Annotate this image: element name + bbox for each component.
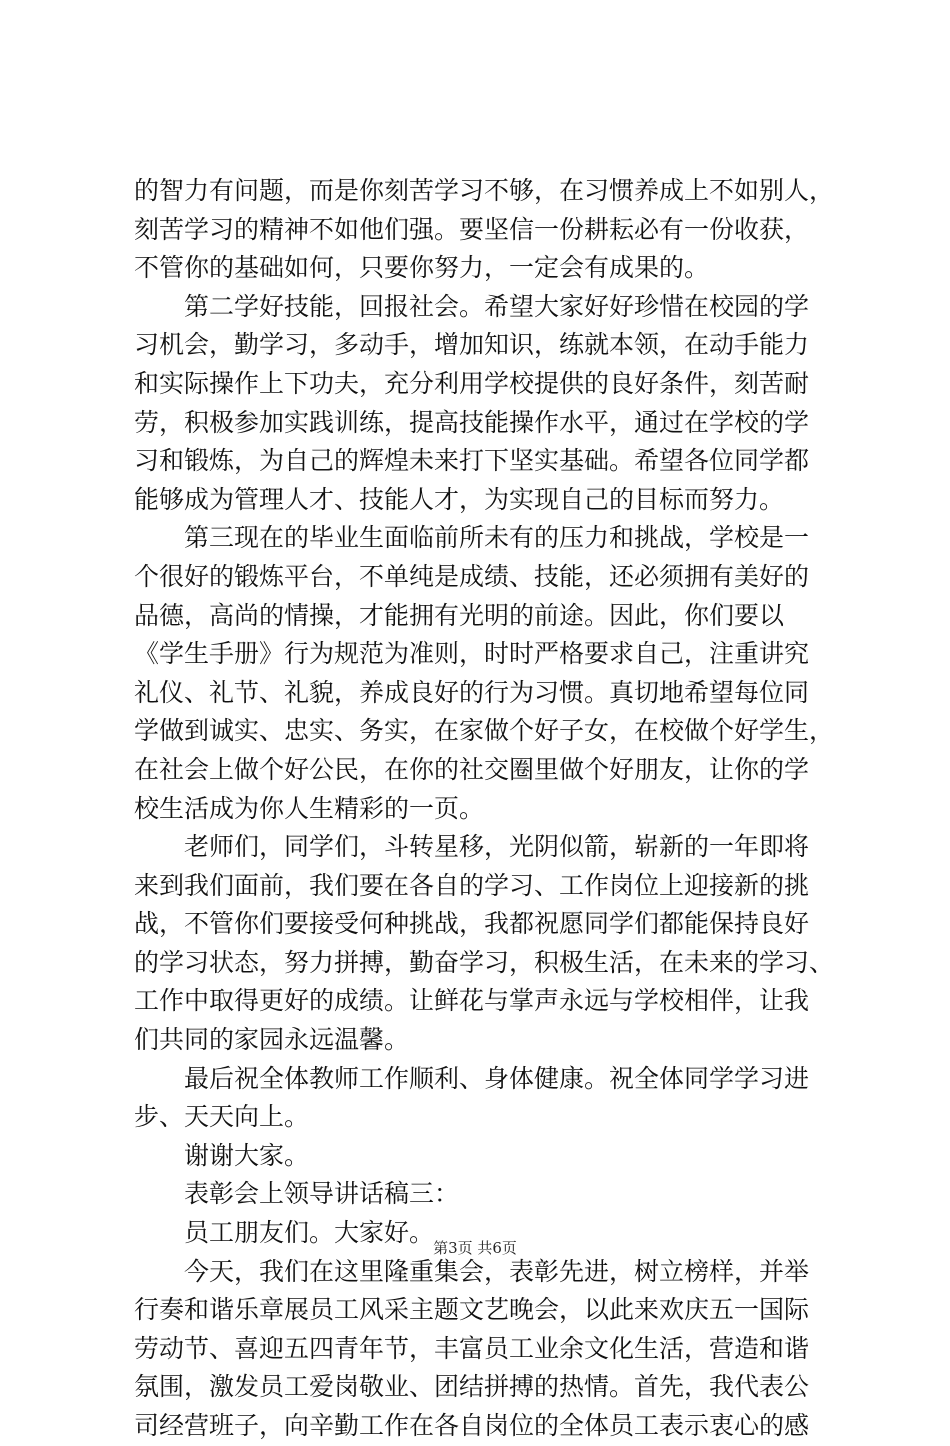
text-line: 习和锻炼，为自己的辉煌未来打下坚实基础。希望各位同学都 (134, 446, 810, 476)
text-line: 来到我们面前，我们要在各自的学习、工作岗位上迎接新的挑 (134, 870, 810, 900)
text-line: 在社会上做个好公民，在你的社交圈里做个好朋友，让你的学 (134, 754, 810, 784)
text-line: 学做到诚实、忠实、务实，在家做个好子女，在校做个好学生， (134, 716, 835, 746)
section-heading: 表彰会上领导讲话稿三： (184, 1179, 460, 1209)
text-line: 劳动节、喜迎五四青年节，丰富员工业余文化生活，营造和谐 (134, 1333, 810, 1363)
paragraph-start-line: 谢谢大家。 (184, 1140, 310, 1170)
text-line: 战，不管你们要接受何种挑战，我都祝愿同学们都能保持良好 (134, 909, 810, 939)
text-line: 的学习状态，努力拼搏，勤奋学习，积极生活，在未来的学习、 (134, 947, 835, 977)
text-line: 们共同的家园永远温馨。 (134, 1025, 410, 1055)
text-line: 礼仪、礼节、礼貌，养成良好的行为习惯。真切地希望每位同 (134, 677, 810, 707)
page-number-footer: 第3页 共6页 (433, 1239, 517, 1257)
text-line: 校生活成为你人生精彩的一页。 (134, 793, 485, 823)
paragraph-start-line: 今天，我们在这里隆重集会，表彰先进，树立榜样，并举 (184, 1256, 810, 1286)
text-line: 行奏和谐乐章展员工风采主题文艺晚会，以此来欢庆五一国际 (134, 1295, 810, 1325)
paragraph-start-line: 最后祝全体教师工作顺利、身体健康。祝全体同学学习进 (184, 1063, 810, 1093)
text-line: 司经营班子，向辛勤工作在各自岗位的全体员工表示衷心的感 (134, 1411, 810, 1440)
text-line: 个很好的锻炼平台，不单纯是成绩、技能，还必须拥有美好的 (134, 561, 810, 591)
text-line: 习机会，勤学习，多动手，增加知识，练就本领，在动手能力 (134, 330, 810, 360)
paragraph-start-line: 第三现在的毕业生面临前所未有的压力和挑战，学校是一 (184, 523, 810, 553)
text-line: 和实际操作上下功夫，充分利用学校提供的良好条件，刻苦耐 (134, 368, 810, 398)
text-line: 氛围，激发员工爱岗敬业、团结拼搏的热情。首先，我代表公 (134, 1372, 810, 1402)
paragraph-start-line: 第二学好技能，回报社会。希望大家好好珍惜在校园的学 (184, 291, 810, 321)
text-line: 品德，高尚的情操，才能拥有光明的前途。因此，你们要以 (134, 600, 785, 630)
text-line: 刻苦学习的精神不如他们强。要坚信一份耕耘必有一份收获， (134, 214, 810, 244)
text-line: 不管你的基础如何，只要你努力，一定会有成果的。 (134, 253, 710, 283)
text-line: 能够成为管理人才、技能人才，为实现自己的目标而努力。 (134, 484, 785, 514)
salutation-line: 员工朋友们。大家好。 (184, 1218, 435, 1248)
text-line: 的智力有问题，而是你刻苦学习不够，在习惯养成上不如别人， (134, 176, 835, 205)
text-line: 《学生手册》行为规范为准则，时时严格要求自己，注重讲究 (134, 639, 810, 669)
text-line: 劳，积极参加实践训练，提高技能操作水平，通过在学校的学 (134, 407, 810, 437)
text-line: 步、天天向上。 (134, 1102, 310, 1132)
paragraph-start-line: 老师们，同学们，斗转星移，光阴似箭，崭新的一年即将 (184, 832, 810, 862)
text-line: 工作中取得更好的成绩。让鲜花与掌声永远与学校相伴，让我 (134, 986, 810, 1016)
